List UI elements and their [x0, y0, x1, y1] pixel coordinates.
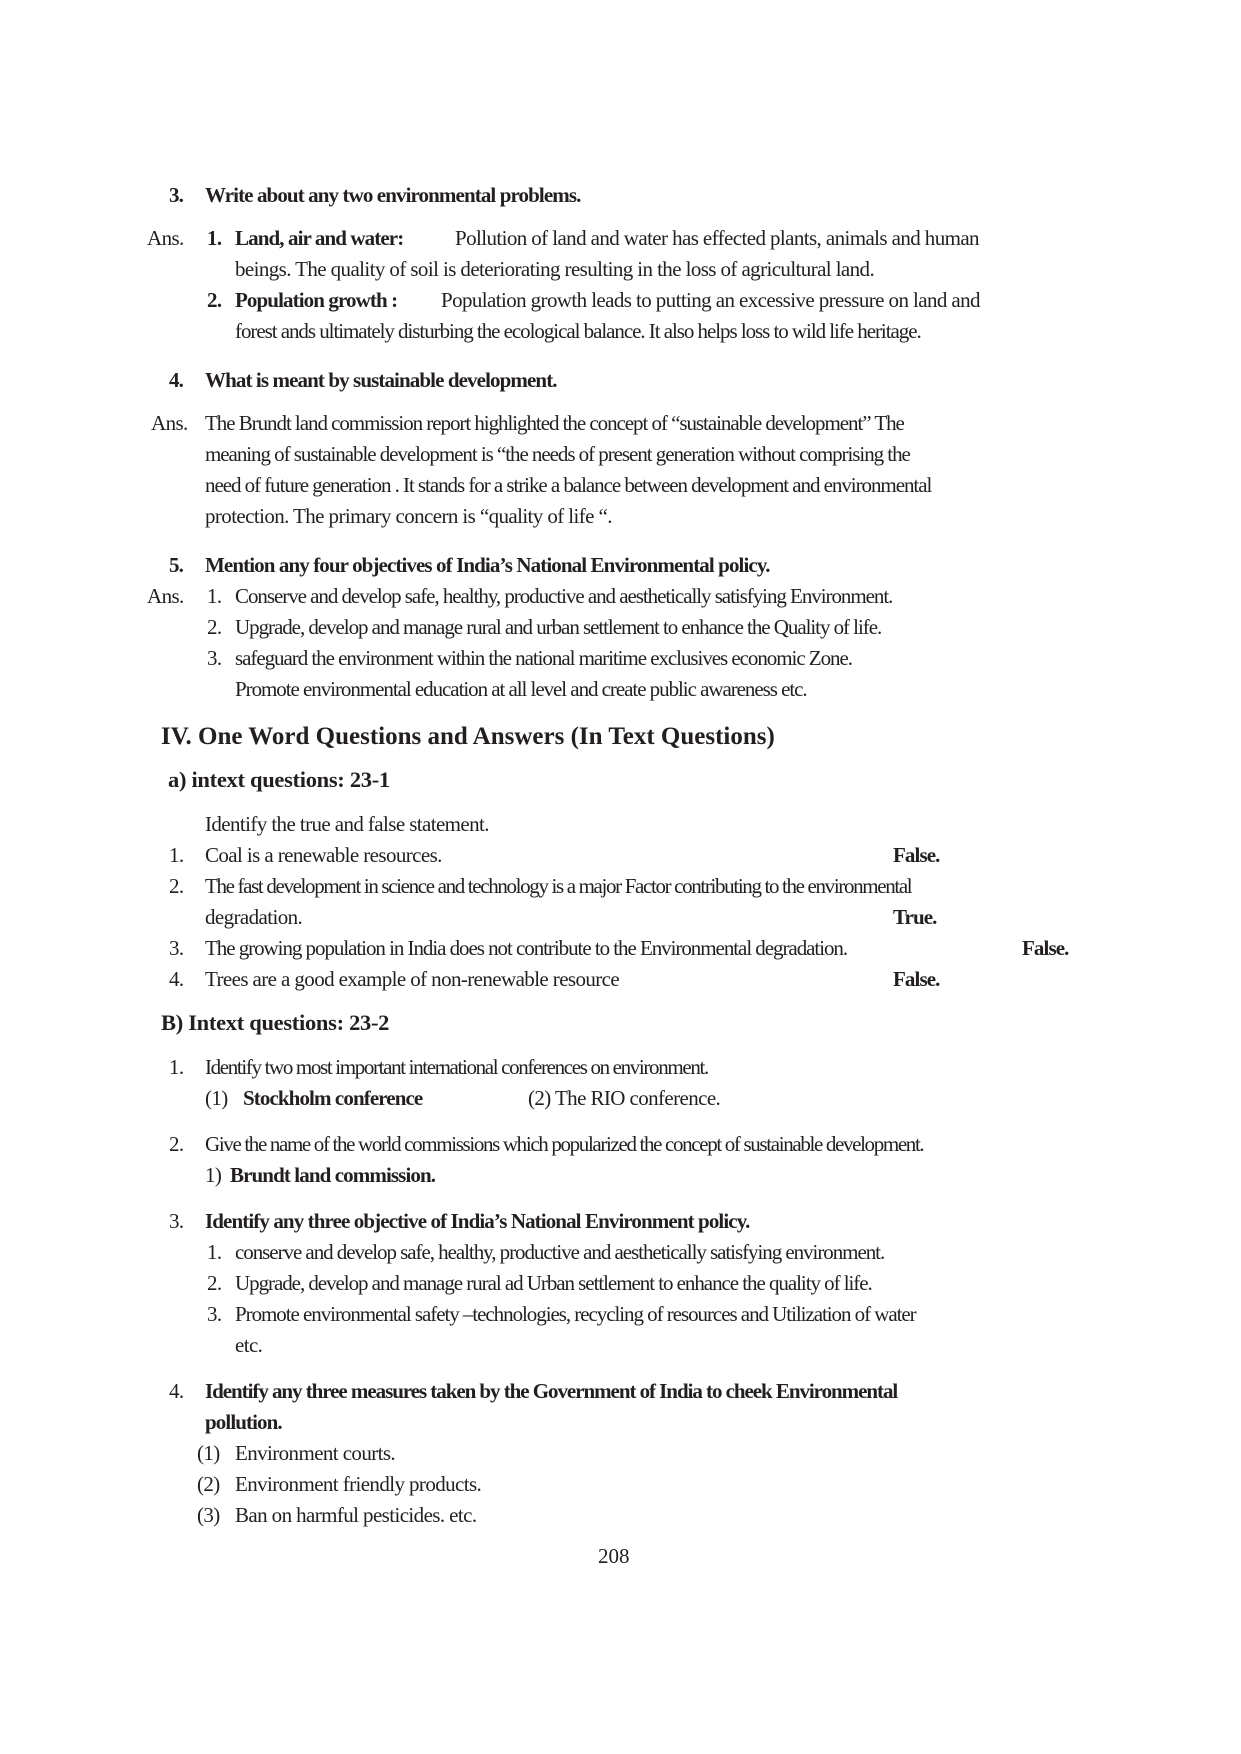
- instruction-text: Identify the true and false statement.: [205, 812, 489, 836]
- section-title: IV. One Word Questions and Answers (In Text Questions): [161, 723, 775, 750]
- item-point-number: 2.: [207, 1271, 222, 1295]
- item-point-text: Ban on harmful pesticides. etc.: [235, 1503, 477, 1527]
- item-answer-number: (1): [205, 1086, 228, 1110]
- item-answer: False.: [1022, 936, 1069, 960]
- answer-point-text: beings. The quality of soil is deteriorating resulting in the loss of agricultural land.: [235, 257, 875, 281]
- item-answer: Brundt land commission.: [230, 1163, 436, 1187]
- item-point-number: (2): [197, 1472, 220, 1496]
- item-number: 2.: [169, 1132, 184, 1156]
- item-number: 1.: [169, 843, 184, 867]
- item-point-number: (1): [197, 1441, 220, 1465]
- answer-point-text: Promote environmental education at all level and create public awareness etc.: [235, 677, 807, 701]
- answer-line: need of future generation . It stands for a strike a balance between development and environmental: [205, 473, 932, 497]
- item-text: Coal is a renewable resources.: [205, 843, 442, 867]
- answer-point-text: Pollution of land and water has effected plants, animals and human: [455, 226, 979, 250]
- item-answer-number: 1): [205, 1163, 222, 1187]
- item-point-number: 3.: [207, 1302, 222, 1326]
- answer-point-text: Upgrade, develop and manage rural and urban settlement to enhance the Quality of life.: [235, 615, 882, 639]
- subsection-title: a) intext questions: 23-1: [168, 767, 390, 792]
- item-point-text: conserve and develop safe, healthy, productive and aesthetically satisfying environment.: [235, 1240, 885, 1264]
- item-number: 4.: [169, 1379, 184, 1403]
- answer-point-number: 3.: [207, 646, 222, 670]
- item-answer: False.: [893, 967, 940, 991]
- item-number: 3.: [169, 1209, 184, 1233]
- item-text: Identify two most important international conferences on environment.: [205, 1055, 708, 1079]
- question-text: Mention any four objectives of India’s National Environmental policy.: [205, 553, 770, 577]
- item-point-number: (3): [197, 1503, 220, 1527]
- item-answer: (2) The RIO conference.: [528, 1086, 721, 1110]
- item-answer: True.: [893, 905, 937, 929]
- answer-point-number: 1.: [207, 226, 222, 250]
- item-point-text: Promote environmental safety –technologies, recycling of resources and Utilization of water: [235, 1302, 916, 1326]
- item-point-text: Environment courts.: [235, 1441, 396, 1465]
- answer-point-text: Conserve and develop safe, healthy, productive and aesthetically satisfying Environment.: [235, 584, 893, 608]
- item-text: Identify any three objective of India’s National Environment policy.: [205, 1209, 750, 1233]
- answer-point-text: safeguard the environment within the national maritime exclusives economic Zone.: [235, 646, 852, 670]
- item-number: 4.: [169, 967, 184, 991]
- page-number: 208: [598, 1544, 630, 1568]
- question-number: 3.: [169, 183, 183, 207]
- item-number: 1.: [169, 1055, 184, 1079]
- item-point-text: etc.: [235, 1333, 263, 1357]
- answer-point-text: forest ands ultimately disturbing the ecological balance. It also helps loss to wild life heritage.: [235, 319, 921, 343]
- item-point-text: Upgrade, develop and manage rural ad Urban settlement to enhance the quality of life.: [235, 1271, 872, 1295]
- answer-label: Ans.: [147, 226, 184, 250]
- question-text: What is meant by sustainable development.: [205, 368, 557, 392]
- answer-point-number: 2.: [207, 615, 222, 639]
- answer-line: protection. The primary concern is “quality of life “.: [205, 504, 612, 528]
- item-point-text: Environment friendly products.: [235, 1472, 482, 1496]
- item-point-number: 1.: [207, 1240, 222, 1264]
- item-text: degradation.: [205, 905, 303, 929]
- subsection-title: B) Intext questions: 23-2: [161, 1010, 390, 1035]
- item-text: Trees are a good example of non-renewable resource: [205, 967, 620, 991]
- question-number: 4.: [169, 368, 183, 392]
- answer-point-title: Land, air and water:: [235, 226, 404, 250]
- question-number: 5.: [169, 553, 183, 577]
- item-number: 2.: [169, 874, 184, 898]
- answer-point-number: 1.: [207, 584, 222, 608]
- answer-label: Ans.: [147, 584, 184, 608]
- item-text: The growing population in India does not contribute to the Environmental degradation.: [205, 936, 848, 960]
- answer-line: meaning of sustainable development is “the needs of present generation without comprising the: [205, 442, 910, 466]
- item-text: pollution.: [205, 1410, 282, 1434]
- item-text: Give the name of the world commissions which popularized the concept of sustainable development.: [205, 1132, 924, 1156]
- item-text: The fast development in science and technology is a major Factor contributing to the environmental: [205, 874, 912, 898]
- item-answer: False.: [893, 843, 940, 867]
- answer-point-title: Population growth :: [235, 288, 398, 312]
- item-number: 3.: [169, 936, 184, 960]
- answer-label: Ans.: [151, 411, 188, 435]
- answer-point-text: Population growth leads to putting an excessive pressure on land and: [441, 288, 980, 312]
- item-answer: Stockholm conference: [243, 1086, 423, 1110]
- answer-line: The Brundt land commission report highlighted the concept of “sustainable development” The: [205, 411, 904, 435]
- answer-point-number: 2.: [207, 288, 222, 312]
- item-text: Identify any three measures taken by the Government of India to cheek Environmental: [205, 1379, 898, 1403]
- question-text: Write about any two environmental problems.: [205, 183, 581, 207]
